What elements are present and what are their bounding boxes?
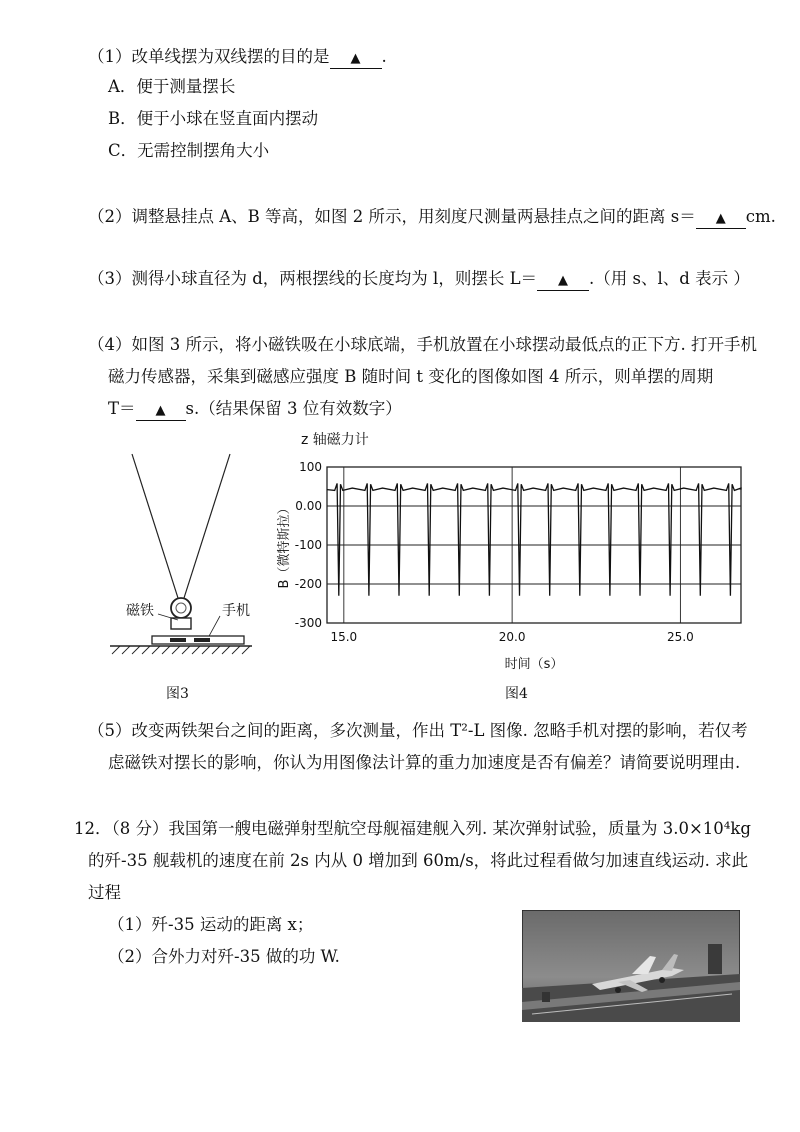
chart-x-axis-label: 时间（s） xyxy=(504,657,564,670)
figure-4-chart xyxy=(270,430,750,670)
chart-series-line-B xyxy=(327,483,741,595)
chart-x-tick-label: 25.0 xyxy=(667,630,694,644)
q1-option-c: C．无需控制摆角大小 xyxy=(108,141,270,160)
q1-stem: （1）改单线摆为双线摆的目的是 xyxy=(88,47,330,66)
q2-answer-blank[interactable]: ▲ xyxy=(696,208,746,229)
chart-y-tick-label: 100 xyxy=(299,460,322,474)
figure-3-caption: 图3 xyxy=(166,686,189,702)
q4-line-2: 磁力传感器，采集到磁感应强度 B 随时间 t 变化的图像如图 4 所示，则单摆的周期 xyxy=(108,367,714,386)
q3-text: （3）测得小球直径为 d，两根摆线的长度均为 l，则摆长 L＝ xyxy=(88,269,538,288)
chart-y-tick-label: -300 xyxy=(294,616,322,630)
chart-y-tick-label: -100 xyxy=(294,538,322,552)
q1-answer-blank[interactable]: ▲ xyxy=(330,48,382,69)
phone-label: 手机 xyxy=(222,603,250,619)
chart-title: z 轴磁力计 xyxy=(301,432,369,448)
pendulum-string-left xyxy=(132,454,178,598)
q1-option-a: A．便于测量摆长 xyxy=(108,77,236,96)
q12-sub-2: （2）合外力对歼-35 做的功 W. xyxy=(108,947,340,966)
q4-line-3: T＝ ▲ s.（结果保留 3 位有效数字） xyxy=(108,398,402,421)
chart-x-tick-label: 15.0 xyxy=(330,630,358,644)
pendulum-ball xyxy=(171,598,191,618)
j35-carrier-photo xyxy=(522,910,740,1022)
q1-option-b: B．便于小球在竖直面内摆动 xyxy=(108,109,319,128)
magnet-icon xyxy=(171,618,191,629)
figure-4-caption: 图4 xyxy=(505,686,528,702)
q5-line-1: （5）改变两铁架台之间的距离，多次测量，作出 T²-L 图像. 忽略手机对摆的影响，若仅考 xyxy=(88,721,748,740)
chart-x-tick-label: 20.0 xyxy=(498,630,526,644)
q4-answer-blank[interactable]: ▲ xyxy=(136,400,186,421)
figure-3-pendulum xyxy=(100,440,265,670)
q5-line-2: 虑磁铁对摆长的影响，你认为用图像法计算的重力加速度是否有偏差？请简要说明理由. xyxy=(108,753,741,772)
q12-sub-1: （1）歼-35 运动的距离 x； xyxy=(108,915,314,934)
q3-line: （3）测得小球直径为 d，两根摆线的长度均为 l，则摆长 L＝ ▲ .（用 s、l、d 表示 ） xyxy=(88,268,750,291)
chart-y-tick-label: 0.00 xyxy=(295,499,322,513)
q4-line-1: （4）如图 3 所示，将小磁铁吸在小球底端，手机放置在小球摆动最低点的正下方. 打开手机 xyxy=(88,335,757,354)
q12-line-2: 的歼-35 舰载机的速度在前 2s 内从 0 增加到 60m/s，将此过程看做匀加速直线运动. 求此 xyxy=(88,851,749,870)
q12-line-3: 过程 xyxy=(88,883,121,902)
pendulum-string-right xyxy=(184,454,230,598)
chart-y-axis-label: B（微特斯拉） xyxy=(277,501,292,589)
q2-text: （2）调整悬挂点 A、B 等高，如图 2 所示，用刻度尺测量两悬挂点之间的距离 s＝ xyxy=(88,207,696,226)
chart-y-tick-label: -200 xyxy=(294,577,322,591)
magnet-label: 磁铁 xyxy=(126,603,154,619)
q3-answer-blank[interactable]: ▲ xyxy=(537,270,589,291)
q12-line-1: 12．（8 分）我国第一艘电磁弹射型航空母舰福建舰入列. 某次弹射试验，质量为 3.0×10⁴kg xyxy=(74,819,751,838)
q2-line: （2）调整悬挂点 A、B 等高，如图 2 所示，用刻度尺测量两悬挂点之间的距离 s＝ ▲ cm. xyxy=(88,206,776,229)
q1-stem-line: （1）改单线摆为双线摆的目的是 ▲ . xyxy=(88,46,387,69)
